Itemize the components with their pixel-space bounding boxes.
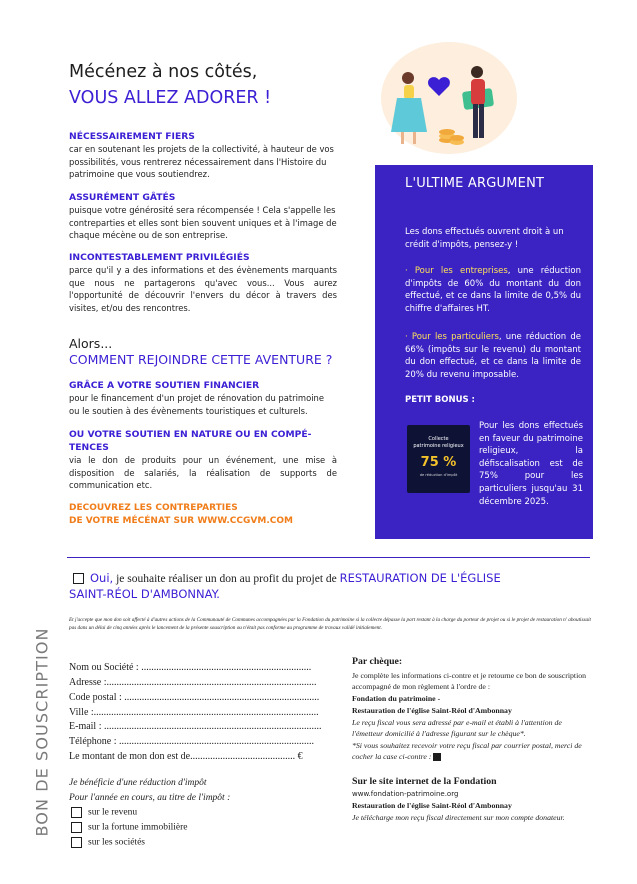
- benefit-text-gates: puisque votre générosité sera récompensée ! Cela s'appelle les contreparties et elles sont bien souvent uniques et à l'image de chaque mécène ou de son entreprise.: [69, 205, 337, 241]
- field-email[interactable]: E-mail : .......................................................................................: [69, 721, 322, 732]
- contreparties-cta[interactable]: [69, 502, 293, 528]
- oui-word: Oui,: [90, 571, 114, 585]
- cheque-text: Je complète les informations ci-contre et je retourne ce bon de souscription accompagné de mon règlement à l'ordre de :: [352, 671, 587, 691]
- cheque-restauration: Restauration de l'église Saint-Réol d'Ambonnay: [352, 706, 512, 715]
- field-montant[interactable]: Le montant de mon don est de.......................................... €: [69, 751, 303, 762]
- way-title-nature-line1: OU VOTRE SOUTIEN EN NATURE OU EN COMPÉ-: [69, 429, 312, 440]
- field-nom[interactable]: Nom ou Société : ....................................................................: [69, 662, 312, 673]
- benefit-title-gates: ASSURÉMENT GÂTÉS: [69, 192, 176, 203]
- cheque-note1: Le reçu fiscal vous sera adressé par e-mail et établi à l'attention de l'émetteur domicilié à l'adresse figurant sur le chèque*.: [352, 718, 562, 738]
- cheque-title: Par chèque:: [352, 656, 403, 667]
- page-title-line2: VOUS ALLEZ ADORER !: [69, 88, 272, 108]
- badge-percent: 75 %: [420, 455, 457, 470]
- particuliers-text: , une réduction de 66% (impôts sur le revenu) du montant du don effectué, et ce dans la limite de 20% du revenu imposable.: [405, 332, 581, 380]
- internet-restauration: Restauration de l'église Saint-Réol d'Ambonnay: [352, 801, 512, 810]
- project-name-line1: RESTAURATION DE L'ÉGLISE: [339, 571, 501, 585]
- badge-line2: patrimoine religieux: [413, 443, 464, 449]
- fine-print: Et j'accepte que mon don soit affecté à d'autres actions de la Communauté de Communes accompagnées par la Fondation du patrimoine si la collecte dépasse la part restant à la charge du porteur de projet ou si le projet de restauration n' aboutissait pas dans un délai de cinq années après le lancement de la présente souscription ou n'était pas conforme au programme de travaux validé initialement.: [69, 617, 591, 631]
- field-ville[interactable]: Ville :..........................................................................................: [69, 707, 319, 718]
- way-text-nature: via le don de produits pour un événement, une mise à disposition de salariés, la réalisation de supports de communication etc.: [69, 455, 337, 491]
- reduction-line1: Je bénéficie d'une réduction d'impôt: [69, 778, 207, 788]
- option-revenu[interactable]: [71, 807, 137, 818]
- petit-bonus-text: Pour les dons effectués en faveur du patrimoine religieux, la défiscalisation est de 75% pour les particuliers jusqu'au 31 décembre 2025.: [479, 421, 583, 507]
- option-revenu-label: sur le revenu: [88, 807, 138, 818]
- oui-line: [73, 571, 501, 585]
- page-title-line1: Mécénez à nos côtés,: [69, 62, 258, 82]
- benefit-title-privilegies: INCONTESTABLEMENT PRIVILÉGIÉS: [69, 252, 250, 263]
- benefit-title-fiers: NÉCESSAIREMENT FIERS: [69, 131, 195, 142]
- option-fortune[interactable]: [71, 822, 187, 833]
- benefit-text-fiers: car en soutenant les projets de la collectivité, à hauteur de vos possibilités, vous rentrerez nécessairement dans l'Histoire du patrimoine que vous soutiendrez.: [69, 144, 334, 180]
- bon-de-souscription-label: BON DE SOUSCRIPTION: [32, 627, 52, 837]
- panel-intro: Les dons effectués ouvrent droit à un crédit d'impôts, pensez-y !: [405, 227, 564, 250]
- cheque-fondation: Fondation du patrimoine -: [352, 694, 441, 703]
- badge-subtitle: de réduction d'impôt: [419, 473, 458, 477]
- badge-line1: Collecte: [428, 436, 449, 442]
- cheque-note2: [352, 740, 592, 762]
- field-telephone[interactable]: Téléphone : ..............................................................................: [69, 736, 314, 747]
- cheque-note2-text: *Si vous souhaitez recevoir votre reçu fiscal par courrier postal, merci de cocher la case ci-contre :: [352, 741, 582, 761]
- field-adresse[interactable]: Adresse :....................................................................................: [69, 677, 317, 688]
- revenu-checkbox[interactable]: [71, 807, 82, 818]
- cta-line1: DECOUVREZ LES CONTREPARTIES: [69, 503, 238, 513]
- entreprises-text: , une réduction d'impôts de 60% du montant du don effectué, et ce dans la limite de 0,5% du chiffre d'affaires HT.: [405, 266, 582, 314]
- oui-text: je souhaite réaliser un don au profit du projet de: [113, 573, 340, 585]
- comment-rejoindre-heading: COMMENT REJOINDRE CETTE AVENTURE ?: [69, 352, 333, 367]
- section-divider: [67, 557, 590, 558]
- option-societes[interactable]: [71, 837, 145, 848]
- way-title-financier: GRÂCE A VOTRE SOUTIEN FINANCIER: [69, 380, 260, 391]
- panel-entreprises: [405, 265, 581, 315]
- reduction-line2: Pour l'année en cours, au titre de l'impôt :: [69, 793, 231, 803]
- cta-line2[interactable]: DE VOTRE MÉCÉNAT SUR WWW.CCGVM.COM: [69, 516, 293, 526]
- project-name-line2: SAINT-RÉOL D'AMBONNAY.: [69, 587, 220, 601]
- benefit-text-privilegies: parce qu'il y a des informations et des évènements marquants que nous ne partagerons qu'avec vous... Vous aurez l'opportunité de découvrir l'envers du décor à travers des visites, et/ou des rencontres.: [69, 265, 337, 313]
- internet-url[interactable]: www.fondation-patrimoine.org: [352, 790, 459, 798]
- way-title-nature-line2: TENCES: [69, 442, 109, 453]
- option-societes-label: sur les sociétés: [88, 837, 145, 848]
- option-fortune-label: sur la fortune immobilière: [88, 822, 188, 833]
- alors-heading: Alors...: [69, 336, 113, 351]
- internet-note: Je télécharge mon reçu fiscal directement sur mon compte donateur.: [352, 813, 565, 822]
- societes-checkbox[interactable]: [71, 837, 82, 848]
- panel-title: L'ULTIME ARGUMENT: [405, 176, 545, 191]
- oui-checkbox[interactable]: [73, 573, 84, 584]
- internet-title: Sur le site internet de la Fondation: [352, 776, 497, 787]
- donors-illustration: [365, 40, 525, 160]
- postal-checkbox[interactable]: [433, 753, 441, 761]
- fortune-checkbox[interactable]: [71, 822, 82, 833]
- field-code-postal[interactable]: Code postal : ..............................................................................: [69, 692, 320, 703]
- way-text-financier: pour le financement d'un projet de rénovation du patrimoine ou le soutien à des évènements touristiques et culturels.: [69, 393, 324, 416]
- particuliers-label: · Pour les particuliers: [405, 332, 499, 342]
- entreprises-label: · Pour les entreprises: [405, 266, 508, 276]
- petit-bonus-label: PETIT BONUS :: [405, 395, 475, 405]
- panel-particuliers: [405, 331, 581, 381]
